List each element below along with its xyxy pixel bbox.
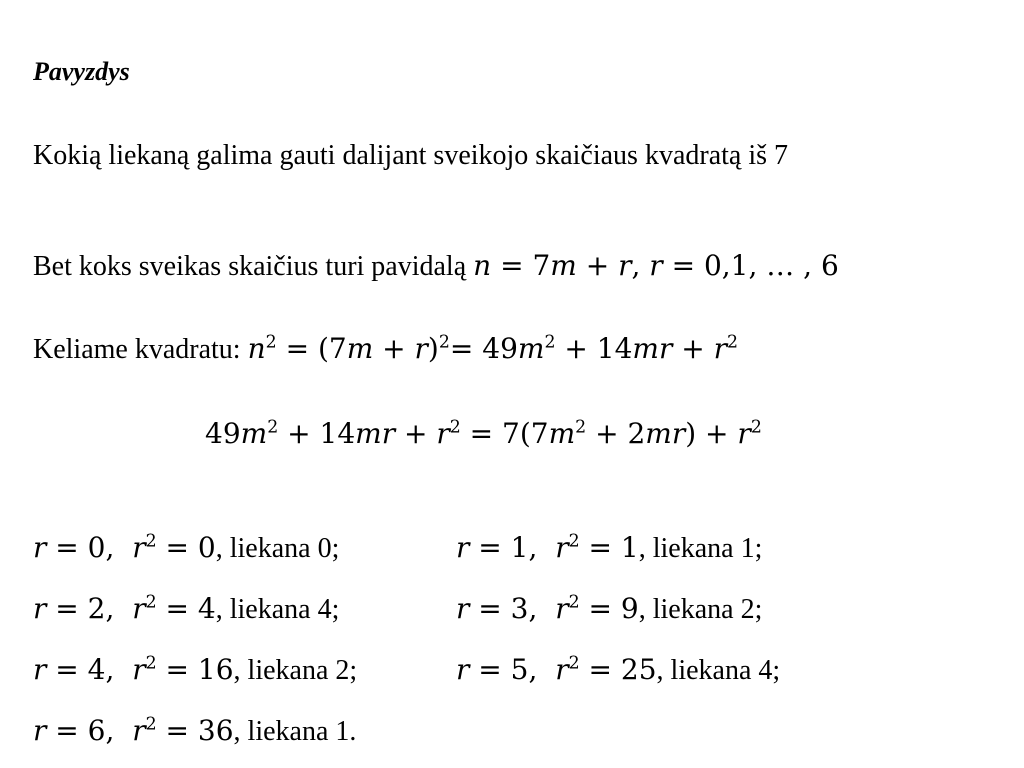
integer-form-line <box>33 249 839 282</box>
case-r6: r = 6, $r^2 = 36$, liekana 1. <box>33 714 357 747</box>
case-r2: r = 2, $r^2 = 4$, liekana 4; <box>33 592 340 625</box>
case-r3: r = 3, $r^2 = 9$, liekana 2; <box>456 592 763 625</box>
square-formula: $n^2 = (7m + r)^2= 49m^2 + 14mr + r^2$ <box>247 332 739 365</box>
integer-form-formula: n = 7m + r, r = 0,1, … , 6 <box>473 249 839 282</box>
square-label: Keliame kvadratu: <box>33 334 241 365</box>
case-r4: r = 4, $r^2 = 16$, liekana 2; <box>33 653 358 686</box>
case-r0: r = 0, $r^2 = 0$, liekana 0; <box>33 531 340 564</box>
slide-title: Pavyzdys <box>33 57 130 86</box>
case-r5: r = 5, $r^2 = 25$, liekana 4; <box>456 653 781 686</box>
expansion-formula: $49m^2 + 14mr + r^2 = 7(7m^2 + 2mr) + r^2$ <box>205 417 762 450</box>
question-text: Kokią liekaną galima gauti dalijant sveikojo skaičiaus kvadratą iš 7 <box>33 140 789 171</box>
square-line <box>33 332 739 365</box>
case-r1: r = 1, $r^2 = 1$, liekana 1; <box>456 531 763 564</box>
integer-form-text: Bet koks sveikas skaičius turi pavidalą <box>33 251 467 282</box>
